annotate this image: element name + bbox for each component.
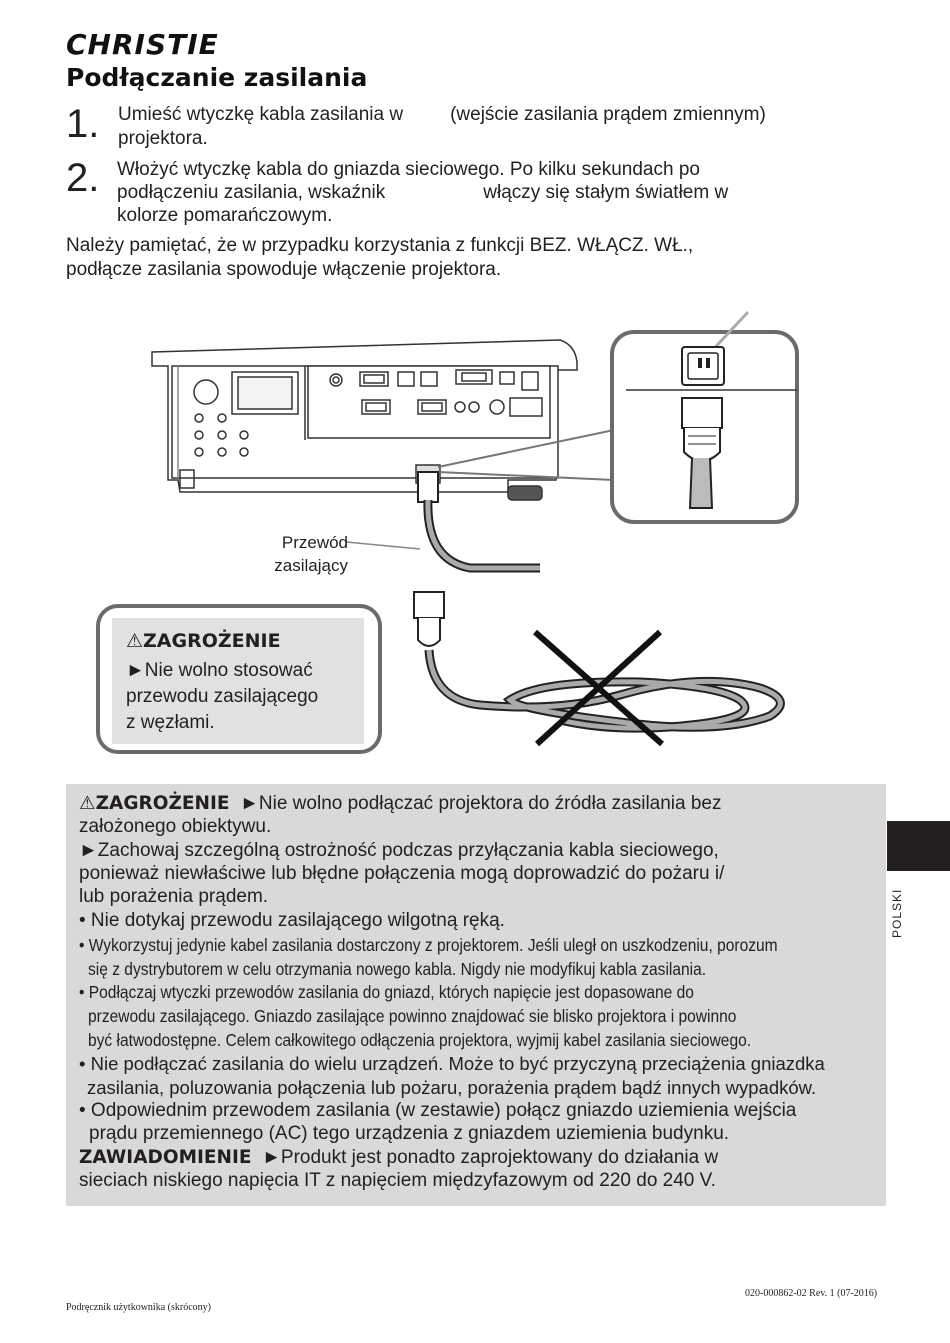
warning-b3c: być łatwodostępne. Celem całkowitego odłączenia projektora, wyjmij kabel zasilania sieciowego. [88,1030,752,1050]
warning-b2b: się z dystrybutorem w celu otrzymania nowego kabla. Nigdy nie modyfikuj kabla zasilania. [88,959,707,979]
warning-p1a: ►Nie wolno podłączać projektora do źródła zasilania bez [240,793,722,814]
warning-box [66,784,886,1206]
step-2-line-1: Włożyć wtyczkę kabla do gniazda sieciowego. Po kilku sekundach po [117,159,700,180]
warning-b3a: • Podłączaj wtyczki przewodów zasilania do gniazd, których napięcie jest dopasowane do [79,982,694,1002]
step-2-line-2a: podłączeniu zasilania, wskaźnik [117,182,386,203]
knot-warning-line-2: przewodu zasilającego [126,686,319,707]
warning-b5a: • Odpowiednim przewodem zasilania (w zestawie) połącz gniazdo uziemienia wejścia [79,1100,797,1121]
knotted-cord-illustration [414,592,780,728]
page-title: Podłączanie zasilania [66,63,368,92]
step-1-line-1b: (wejście zasilania prądem zmiennym) [450,104,766,125]
knot-warning-line-1: ►Nie wolno stosować [126,660,313,681]
warning-bullet-4 [79,1052,879,1100]
warning-paragraph-1 [79,792,879,838]
note-paragraph [66,234,856,282]
power-cord-label [250,531,348,577]
notice-n1a: ►Produkt jest ponadto zaprojektowany do działania w [262,1147,719,1168]
zoom-inset [612,312,797,522]
warning-b2a: • Wykorzystuj jedynie kabel zasilania dostarczony z projektorem. Jeśli uległ on uszkodzeniu, porozum [79,935,778,955]
warning-bullet-5 [79,1099,879,1145]
warning-b4b: zasilania, poluzowania połączenia lub pożaru, porażenia prądem bądź innych wypadków. [87,1077,817,1098]
warning-heading: ⚠ZAGROŻENIE [79,793,230,814]
notice-heading: ZAWIADOMIENIE [79,1147,252,1168]
warning-bullet-3 [79,980,878,1052]
knot-warning-line-3: z węzłami. [126,712,215,733]
step-1-text [118,103,888,151]
warning-b3b: przewodu zasilającego. Gniazdo zasilające powinno znajdować sie blisko projektora i powinno [88,1006,737,1026]
warning-p2a: ►Zachowaj szczególną ostrożność podczas przyłączania kabla sieciowego, [79,840,719,861]
notice-paragraph [79,1146,879,1192]
knot-warning-title: ⚠ZAGROŻENIE [126,630,281,652]
power-cord-label-line-2: zasilający [274,556,348,575]
warning-p2c: lub porażenia prądem. [79,886,269,907]
step-1-number: 1. [66,102,100,146]
christie-logo: CHRISTIE [66,28,219,61]
notice-n1b: sieciach niskiego napięcia IT z napięciem międzyfazowym od 220 do 240 V. [79,1170,716,1191]
warning-bullet-1: • Nie dotykaj przewodu zasilającego wilgotną ręką. [79,910,505,931]
step-1-line-1a: Umieść wtyczkę kabla zasilania w [118,104,404,125]
knot-warning-text [126,658,366,736]
step-1-line-2: projektora. [118,128,208,149]
note-line-1: Należy pamiętać, że w przypadku korzystania z funkcji BEZ. WŁĄCZ. WŁ., [66,235,694,256]
warning-bullet-2 [79,933,878,981]
warning-b5b: prądu przemiennego (AC) tego urządzenia z gniazdem uziemienia budynku. [89,1123,730,1144]
power-cord-label-line-1: Przewód [281,533,348,552]
knot-warning-callout [96,604,382,754]
step-2-line-2b: włączy się stałym światłem w [483,182,729,203]
document-revision: 020-000862-02 Rev. 1 (07-2016) [745,1288,878,1299]
warning-paragraph-2 [79,839,879,908]
language-side-label: POLSKI [890,888,904,938]
warning-p2b: ponieważ niewłaściwe lub błędne połączenia mogą doprowadzić do pożaru i/ [79,863,725,884]
note-line-2: podłącze zasilania spowoduje włączenie projektora. [66,259,502,280]
step-2-number: 2. [66,156,100,200]
knot-warning-panel [112,618,364,744]
footer-manual-title: Podręcznik użytkownika (skrócony) [66,1302,211,1313]
warning-p1b: założonego obiektywu. [79,816,272,837]
warning-b4a: • Nie podłączać zasilania do wielu urządzeń. Może to być przyczyną przeciążenia gniazdka [79,1053,825,1074]
language-tab-marker [887,821,950,871]
step-2-line-3: kolorze pomarańczowym. [117,205,333,226]
step-2-text [117,158,887,227]
